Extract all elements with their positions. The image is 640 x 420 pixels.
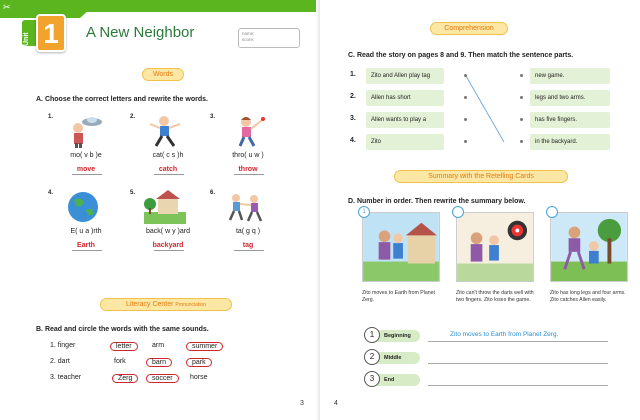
story-image-2 <box>456 212 534 282</box>
page-number-left: 3 <box>300 400 304 407</box>
summary-label: Middle <box>376 352 420 364</box>
question-c: C. Read the story on pages 8 and 9. Then match the sentence parts. <box>348 52 574 59</box>
match-number: 4. <box>350 137 356 144</box>
summary-line <box>428 385 608 386</box>
story-caption: Zito can't throw the darts well with two fingers. Zito loses the game. <box>456 290 534 303</box>
letter-choice[interactable]: E( u a )rth <box>70 228 102 235</box>
option-word[interactable]: arm <box>152 342 165 349</box>
match-dot-left[interactable] <box>464 74 467 77</box>
summary-number: 1 <box>364 327 380 343</box>
answer-line <box>154 250 184 251</box>
match-dot-right[interactable] <box>520 74 523 77</box>
match-left[interactable]: Allen has short <box>366 90 444 106</box>
option-word[interactable]: letter <box>110 342 138 351</box>
match-dot-right[interactable] <box>520 96 523 99</box>
question-a: A. Choose the correct letters and rewrite the words. <box>36 96 208 103</box>
target-word: 3. teacher <box>50 374 82 381</box>
scissors-icon: ✂ <box>3 2 11 12</box>
option-word[interactable]: soccer <box>146 374 179 383</box>
boy-catching-illustration <box>144 114 186 148</box>
kids-playing-tag-illustration <box>224 190 266 224</box>
target-word: 2. dart <box>50 358 70 365</box>
words-section-pill: Words <box>142 68 184 81</box>
answer-line <box>72 174 102 175</box>
match-line <box>466 76 504 142</box>
answer-word: tag <box>242 242 254 249</box>
comprehension-section-pill: Comprehension <box>430 22 508 35</box>
word-number: 2. <box>130 114 136 120</box>
summary-section-pill: Summary with the Retelling Cards <box>394 170 568 183</box>
letter-choice[interactable]: mo( v b )e <box>70 152 102 159</box>
answer-line <box>234 174 264 175</box>
match-left[interactable]: Zito and Allen play tag <box>366 68 444 84</box>
backyard-illustration <box>144 190 186 224</box>
story-panel-1 <box>362 209 440 303</box>
option-word[interactable]: Zerg <box>112 374 138 383</box>
match-dot-left[interactable] <box>464 118 467 121</box>
summary-number: 3 <box>364 371 380 387</box>
literacy-subtitle: Pronunciation <box>175 302 206 308</box>
match-right[interactable]: in the backyard. <box>530 134 610 150</box>
order-circle[interactable]: 1 <box>358 206 370 218</box>
order-circle[interactable] <box>546 206 558 218</box>
question-d: D. Number in order. Then rewrite the summary below. <box>348 198 526 205</box>
word-number: 5. <box>130 190 136 196</box>
earth-illustration <box>62 190 104 224</box>
story-image-1 <box>362 212 440 282</box>
literacy-title: Literacy Center <box>126 301 174 308</box>
match-dot-left[interactable] <box>464 96 467 99</box>
match-row-3 <box>350 112 620 128</box>
score-label: score: <box>242 37 255 42</box>
story-image-3 <box>550 212 628 282</box>
summary-row-end <box>364 372 624 388</box>
match-number: 3. <box>350 115 356 122</box>
story-caption: Zito moves to Earth from Planet Zerg. <box>362 290 435 303</box>
unit-word: Unit <box>23 32 30 46</box>
letter-choice[interactable]: ta( g q ) <box>235 228 261 235</box>
option-word[interactable]: horse <box>190 374 208 381</box>
answer-word: catch <box>158 166 178 173</box>
match-dot-right[interactable] <box>520 140 523 143</box>
answer-word: Earth <box>77 242 95 249</box>
match-row-2 <box>350 90 620 106</box>
match-dot-left[interactable] <box>464 140 467 143</box>
question-b: B. Read and circle the words with the same sounds. <box>36 326 209 333</box>
option-word[interactable]: park <box>186 358 212 367</box>
story-caption: Zito has long legs and four arms. Zito catches Allen easily. <box>550 290 626 303</box>
page-number-right: 4 <box>334 400 338 407</box>
alien-ufo-illustration <box>62 114 104 148</box>
summary-label: Beginning <box>376 330 420 342</box>
story-panel-3 <box>550 212 628 303</box>
option-word[interactable]: barn <box>146 358 172 367</box>
answer-line <box>234 250 264 251</box>
girl-throwing-illustration <box>224 114 266 148</box>
summary-row-beginning <box>364 328 624 344</box>
answer-line <box>72 250 102 251</box>
story-panel-2 <box>456 212 534 303</box>
unit-badge <box>22 14 68 54</box>
target-word: 1. finger <box>50 342 76 349</box>
answer-word: move <box>76 166 96 173</box>
word-number: 4. <box>48 190 54 196</box>
letter-choice[interactable]: cat( c s )h <box>152 152 184 159</box>
summary-answer[interactable]: Zito moves to Earth from Planet Zerg. <box>450 331 559 338</box>
unit-number: 1 <box>43 18 59 49</box>
match-dot-right[interactable] <box>520 118 523 121</box>
literacy-section-pill <box>100 298 232 311</box>
word-number: 1. <box>48 114 54 120</box>
word-number: 3. <box>210 114 216 120</box>
answer-word: backyard <box>152 242 184 249</box>
summary-line <box>428 341 608 342</box>
match-right[interactable]: legs and two arms. <box>530 90 610 106</box>
option-word[interactable]: summer <box>186 342 223 351</box>
match-left[interactable]: Allen wants to play a <box>366 112 444 128</box>
summary-line <box>428 363 608 364</box>
summary-label: End <box>376 374 420 386</box>
match-right[interactable]: new game. <box>530 68 610 84</box>
letter-choice[interactable]: back( w y )ard <box>146 228 190 235</box>
order-circle[interactable] <box>452 206 464 218</box>
answer-word: throw <box>238 166 258 173</box>
match-number: 1. <box>350 71 356 78</box>
match-number: 2. <box>350 93 356 100</box>
unit-number-box <box>36 14 66 52</box>
page-title: A New Neighbor <box>86 24 195 41</box>
right-page <box>320 0 640 420</box>
option-word[interactable]: fork <box>114 358 126 365</box>
summary-row-middle <box>364 350 624 366</box>
match-row-1 <box>350 68 620 84</box>
name-label: name: <box>242 31 255 36</box>
match-row-4 <box>350 134 620 150</box>
summary-number: 2 <box>364 349 380 365</box>
answer-line <box>154 174 184 175</box>
word-number: 6. <box>210 190 216 196</box>
name-score-box[interactable] <box>238 28 300 48</box>
match-left[interactable]: Zito <box>366 134 444 150</box>
match-right[interactable]: has five fingers. <box>530 112 610 128</box>
letter-choice[interactable]: thro( u w ) <box>232 152 264 159</box>
